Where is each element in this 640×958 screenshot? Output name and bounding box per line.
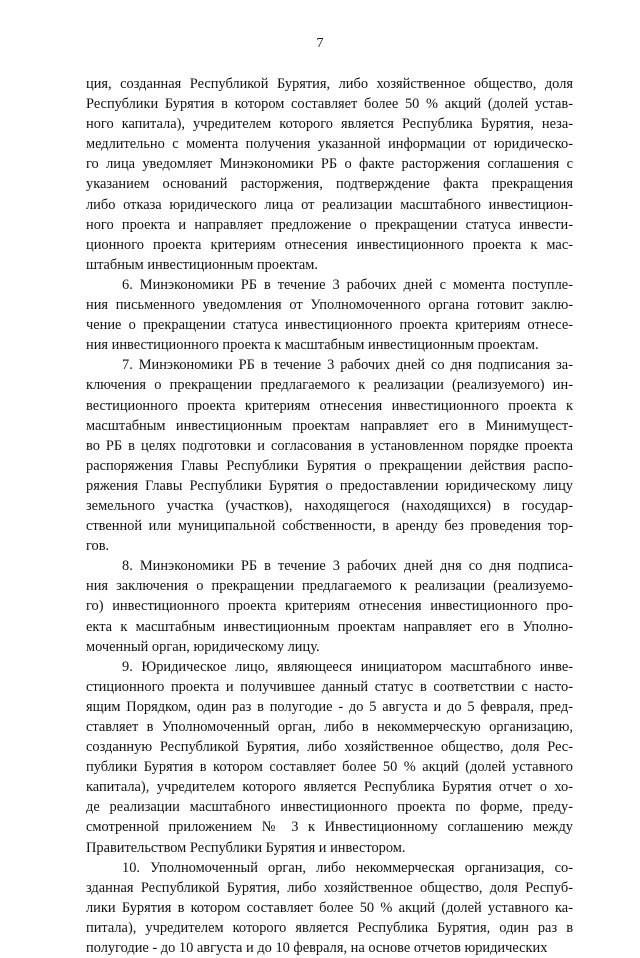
text-line: земельного участка (участков), находящегося (находящихся) в государ- [86, 497, 573, 514]
page-number: 7 [316, 36, 324, 51]
text-line: ставляет в Уполномоченный орган, либо в некоммерческую организацию, [86, 719, 573, 735]
text-line: масштабным инвестиционным проектам направляет его в Минимущест- [86, 417, 573, 434]
text-line: моченный орган, юридическому лицу. [86, 638, 320, 655]
text-line: полугодие - до 10 августа и до 10 февраля, на основе отчетов юридических [86, 940, 548, 957]
paragraph-p7 [86, 355, 573, 556]
text-line: го) инвестиционного проекта критериям отнесения инвестиционного про- [86, 598, 573, 615]
text-line: распоряжения Главы Республики Бурятия о прекращении действия распо- [86, 457, 573, 474]
text-line: де реализации масштабного инвестиционного проекта по форме, преду- [86, 799, 573, 816]
text-line: 6. Минэкономики РБ в течение 3 рабочих дней с момента поступле- [122, 276, 573, 293]
text-line: ция, созданная Республикой Бурятия, либо хозяйственное общество, доля [86, 76, 573, 92]
text-line: 7. Минэкономики РБ в течение 3 рабочих дней со дня подписания за- [122, 357, 573, 374]
text-line: ционного проекта критериям отнесения инвестиционного проекта к мас- [86, 236, 573, 253]
text-line: указанием оснований расторжения, подтверждение факта прекращения [86, 176, 573, 193]
text-line: ния письменного уведомления от Уполномоченного органа готовит заклю- [86, 297, 573, 314]
text-line: зданная Республикой Бурятия, либо хозяйственное общество, доля Респуб- [86, 879, 573, 896]
text-line: гов. [86, 538, 110, 555]
text-line: екта к масштабным инвестиционным проектам направляет его в Уполно- [86, 618, 573, 635]
text-line: созданную Республикой Бурятия, либо хозяйственное общество, доля Рес- [86, 739, 573, 756]
document-body [86, 74, 573, 958]
text-line: го лица уведомляет Минэкономики РБ о факте расторжения соглашения с [86, 156, 573, 173]
text-line: штабным инвестиционным проектам. [86, 256, 318, 273]
text-line: 10. Уполномоченный орган, либо некоммерческая организация, со- [122, 859, 573, 876]
paragraph-p8 [86, 556, 573, 656]
text-line: 9. Юридическое лицо, являющееся инициатором масштабного инве- [122, 658, 573, 675]
paragraph-p10 [86, 858, 573, 958]
text-line: стиционного проекта и получившее данный статус в соответствии с насто- [86, 678, 573, 695]
text-line: публики Бурятия в котором составляет более 50 % акций (долей уставного [86, 759, 573, 776]
paragraph-cont [86, 74, 573, 275]
text-line: 8. Минэкономики РБ в течение 3 рабочих дней дня со дня подписа- [122, 558, 573, 575]
paragraph-p9 [86, 657, 573, 858]
text-line: вестиционного проекта критериям отнесения инвестиционного проекта к [86, 397, 573, 414]
text-line: либо отказа юридического лица от реализации масштабного инвестицион- [86, 196, 573, 213]
text-line: медлительно с момента получения указанной информации от юридическо- [86, 136, 573, 153]
text-line: Правительством Республики Бурятия и инвестором. [86, 839, 406, 856]
text-line: во РБ в целях подготовки и согласования в установленном порядке проекта [86, 437, 573, 454]
text-line: ного капитала), учредителем которого является Республика Бурятия, неза- [86, 116, 573, 133]
text-line: капитала), учредителем которого является Республика Бурятия отчет о хо- [86, 779, 573, 796]
text-line: лики Бурятия в котором составляет более 50 % акций (долей уставного ка- [86, 899, 573, 916]
text-line: ния заключения о прекращении предлагаемого к реализации (реализуемо- [86, 578, 573, 595]
text-line: ключения о прекращении предлагаемого к реализации (реализуемого) ин- [86, 377, 573, 394]
text-line: ного проекта и направляет предложение о прекращении статуса инвести- [86, 216, 573, 233]
text-line: ряжения Главы Республики Бурятия о предоставлении юридическому лицу [86, 477, 573, 494]
text-line: ния инвестиционного проекта к масштабным инвестиционным проектам. [86, 337, 539, 354]
text-line: питала), учредителем которого является Республика Бурятия, один раз в [86, 919, 573, 936]
text-line: чение о прекращении статуса инвестиционного проекта критериям отнесе- [86, 317, 573, 334]
text-line: смотренной приложением № 3 к Инвестиционному соглашению между [86, 819, 573, 836]
text-line: ящим Порядком, один раз в полугодие - до 5 августа и до 5 февраля, пред- [86, 698, 573, 715]
paragraph-p6 [86, 275, 573, 355]
text-line: ственной или муниципальной собственности, в аренду без проведения тор- [86, 518, 573, 535]
text-line: Республики Бурятия в котором составляет более 50 % акций (долей устав- [86, 96, 573, 113]
